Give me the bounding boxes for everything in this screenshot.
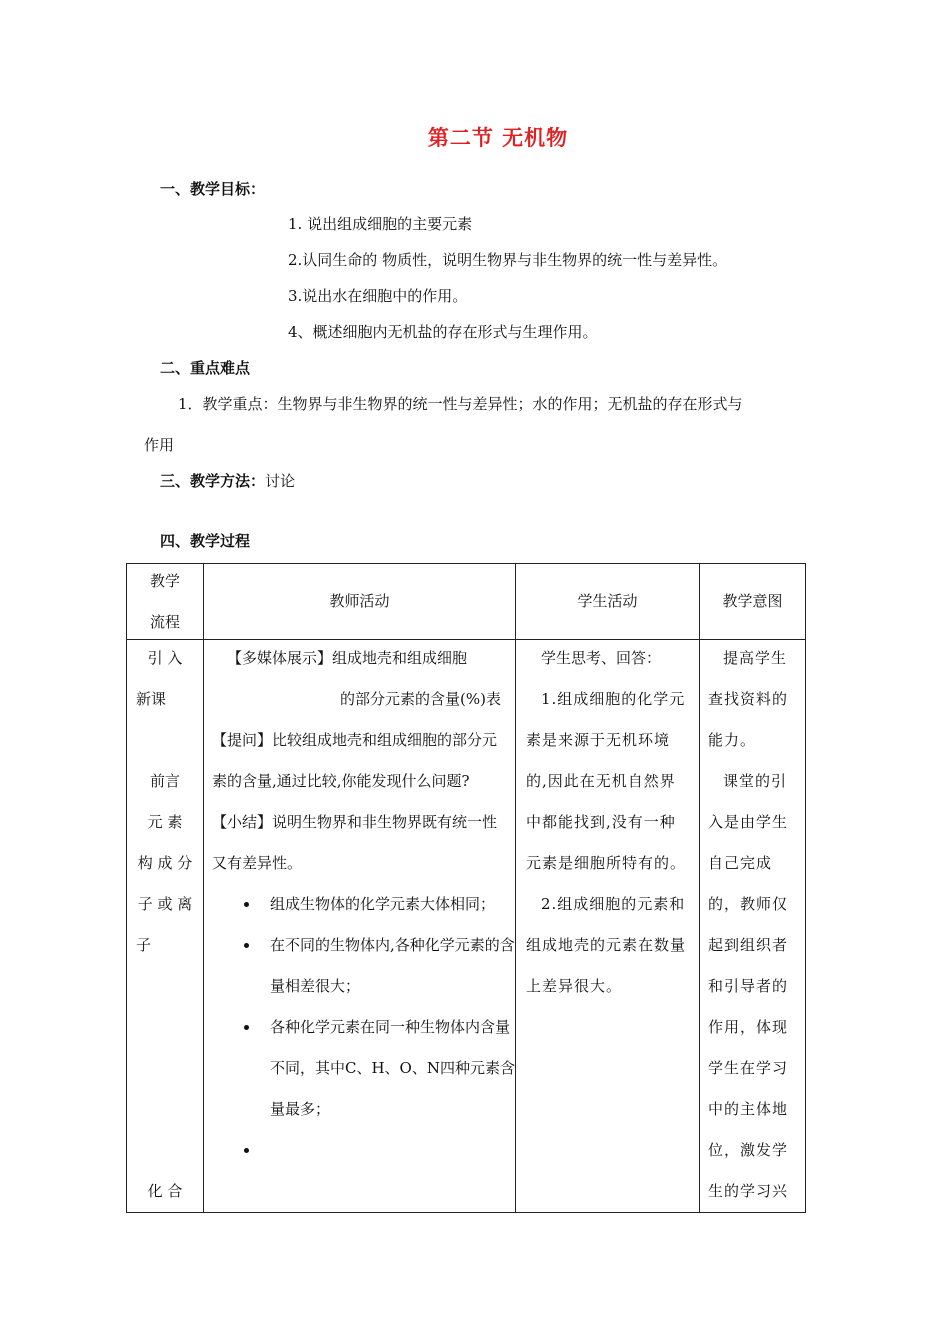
intent-2: 课堂的引入是由学生自己完成的，教师仅起到组织者和引导者的作用，体现学生在学习中的主体地位，激发学生的学习兴 [708, 772, 789, 1200]
teacher-bullet-list [204, 884, 515, 1168]
header-flow-line-2: 流程 [149, 612, 180, 631]
page-title: 第二节 无机物 [427, 126, 569, 150]
flow-element-4: 子 [136, 936, 152, 954]
goal-item-2: 2.认同生命的 物质性，说明生物界与非生物界的统一性与差异性。 [288, 251, 728, 269]
intent-cell [700, 640, 806, 1213]
student-intro: 学生思考、回答： [541, 649, 662, 667]
teacher-bullet: • 各种化学元素在同一种生物体内含量不同，其中C、H、O、N四种元素含量最多； [260, 1007, 515, 1130]
goal-item-3: 3.说出水在细胞中的作用。 [288, 287, 468, 305]
header-teacher: 教师活动 [204, 564, 516, 640]
header-flow-line-1: 教学 [149, 571, 180, 590]
table-row [127, 640, 806, 1213]
goal-item-1: 1. 说出组成细胞的主要元素 [288, 215, 473, 233]
flow-intro-2: 新课 [136, 690, 167, 708]
student-answer-2: 2.组成细胞的元素和组成地壳的元素在数量上差异很大。 [526, 895, 687, 995]
table-header-row [127, 564, 806, 640]
goal-item-4: 4、概述细胞内无机盐的存在形式与生理作用。 [288, 323, 598, 341]
flow-element-2: 构 成 分 [137, 854, 193, 872]
process-heading: 四、教学过程 [160, 532, 251, 550]
teacher-showcase-cont: 的部分元素的含量(%)表 [340, 690, 501, 708]
goals-heading: 一、教学目标： [160, 180, 266, 198]
method-heading [160, 470, 295, 491]
teacher-showcase: 【多媒体展示】组成地壳和组成细胞 [227, 649, 468, 667]
header-flow [127, 564, 204, 640]
flow-intro-1: 引 入 [147, 649, 183, 667]
teaching-process-table [126, 563, 806, 1213]
method-value: 讨论 [265, 472, 296, 490]
flow-element-3: 子 或 离 [137, 895, 193, 913]
header-student: 学生活动 [516, 564, 700, 640]
student-activity-cell [516, 640, 700, 1213]
key-points-heading: 二、重点难点 [160, 359, 251, 377]
key-points-line-1: 1．教学重点：生物界与非生物界的统一性与差异性；水的作用；无机盐的存在形式与 [178, 395, 743, 413]
teacher-activity-cell [204, 640, 516, 1213]
header-intent: 教学意图 [700, 564, 806, 640]
teacher-question: 【提问】比较组成地壳和组成细胞的部分元素的含量,通过比较,你能发现什么问题? [212, 731, 498, 790]
flow-preface: 前言 [149, 772, 180, 790]
flow-cell [127, 640, 204, 1213]
intent-1: 提高学生查找资料的能力。 [708, 649, 789, 749]
flow-compound: 化 合 [147, 1182, 183, 1200]
teacher-summary: 【小结】说明生物界和非生物界既有统一性又有差异性。 [212, 813, 498, 872]
teacher-bullet-empty [260, 1130, 515, 1168]
flow-element-1: 元 素 [147, 813, 183, 831]
key-points-line-2: 作用 [144, 436, 175, 454]
teacher-bullet: • 在不同的生物体内,各种化学元素的含量相差很大； [260, 925, 515, 1007]
method-heading-label: 三、教学方法： [160, 472, 266, 490]
student-answer-1: 1.组成细胞的化学元素是来源于无机环境的,因此在无机自然界中都能找到,没有一种元素是细胞所特有的。 [526, 690, 687, 872]
teacher-bullet: • 组成生物体的化学元素大体相同； [260, 884, 515, 925]
